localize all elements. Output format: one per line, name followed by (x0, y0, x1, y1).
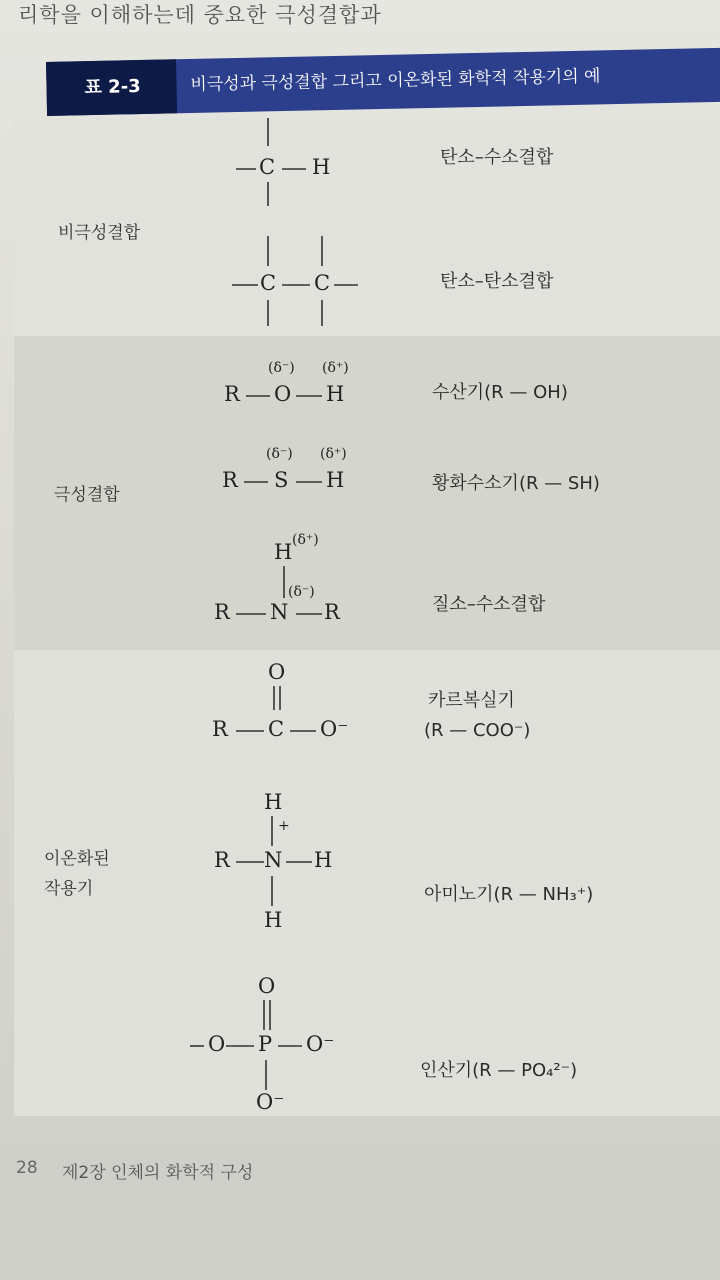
category-ionized-line1: 이온화된 (44, 849, 110, 869)
row-desc-cc: 탄소–탄소결합 (440, 271, 554, 292)
row-desc-nh3: 아미노기(R — NH₃⁺) (424, 884, 594, 905)
atom-hydrogen: H (312, 155, 331, 179)
partial-negative-charge: (δ⁻) (288, 584, 315, 600)
atom-r-group: R (214, 848, 230, 872)
atom-oxygen: O (274, 382, 292, 406)
positive-charge: + (278, 818, 290, 834)
atom-r-group: R (222, 468, 238, 492)
row-desc-sh: 황화수소기(R — SH) (432, 473, 600, 494)
running-text: 리학을 이해하는데 중요한 극성결합과 (18, 3, 382, 27)
atom-hydrogen: H (314, 848, 333, 872)
atom-phosphorus: P (258, 1032, 273, 1056)
atom-carbon: C (259, 155, 276, 179)
atom-oxygen-anion: O⁻ (320, 717, 349, 741)
category-ionized-line2: 작용기 (44, 879, 94, 899)
row-desc-coo-2: (R — COO⁻) (424, 720, 531, 741)
category-nonpolar: 비극성결합 (58, 223, 141, 243)
atom-r-group: R (324, 600, 340, 624)
partial-negative-charge: (δ⁻) (268, 360, 295, 376)
atom-hydrogen: H (326, 468, 345, 492)
row-desc-oh: 수산기(R — OH) (432, 382, 568, 403)
partial-negative-charge: (δ⁻) (266, 446, 293, 462)
category-polar: 극성결합 (54, 485, 120, 505)
atom-r-group: R (224, 382, 240, 406)
atom-nitrogen: N (270, 600, 289, 624)
atom-r-group: R (212, 717, 228, 741)
partial-positive-charge: (δ⁺) (320, 446, 347, 462)
row-desc-po4: 인산기(R — PO₄²⁻) (420, 1060, 578, 1081)
atom-hydrogen: H (264, 908, 283, 932)
partial-positive-charge: (δ⁺) (322, 360, 349, 376)
chapter-title: 제2장 인체의 화학적 구성 (62, 1163, 254, 1183)
atom-nitrogen: N (264, 848, 283, 872)
atom-oxygen-anion: O⁻ (256, 1090, 285, 1114)
atom-hydrogen: H (326, 382, 345, 406)
table-title: 비극성과 극성결합 그리고 이온화된 화학적 작용기의 예 (190, 66, 601, 95)
partial-positive-charge: (δ⁺) (292, 532, 319, 548)
atom-r-group: R (214, 600, 230, 624)
atom-oxygen: O (208, 1032, 226, 1056)
atom-hydrogen: H (264, 790, 283, 814)
atom-oxygen: O (258, 974, 276, 998)
atom-carbon: C (268, 717, 285, 741)
row-desc-coo-1: 카르복실기 (428, 690, 515, 711)
atom-carbon: C (314, 271, 331, 295)
row-desc-nh: 질소–수소결합 (432, 594, 546, 615)
atom-carbon: C (260, 271, 277, 295)
atom-hydrogen: H (274, 540, 293, 564)
table-number: 표 2-3 (46, 59, 177, 116)
row-desc-ch: 탄소–수소결합 (440, 147, 554, 168)
atom-sulfur: S (274, 468, 289, 492)
page-number: 28 (16, 1158, 38, 1178)
atom-oxygen-anion: O⁻ (306, 1032, 335, 1056)
atom-oxygen: O (268, 660, 286, 684)
